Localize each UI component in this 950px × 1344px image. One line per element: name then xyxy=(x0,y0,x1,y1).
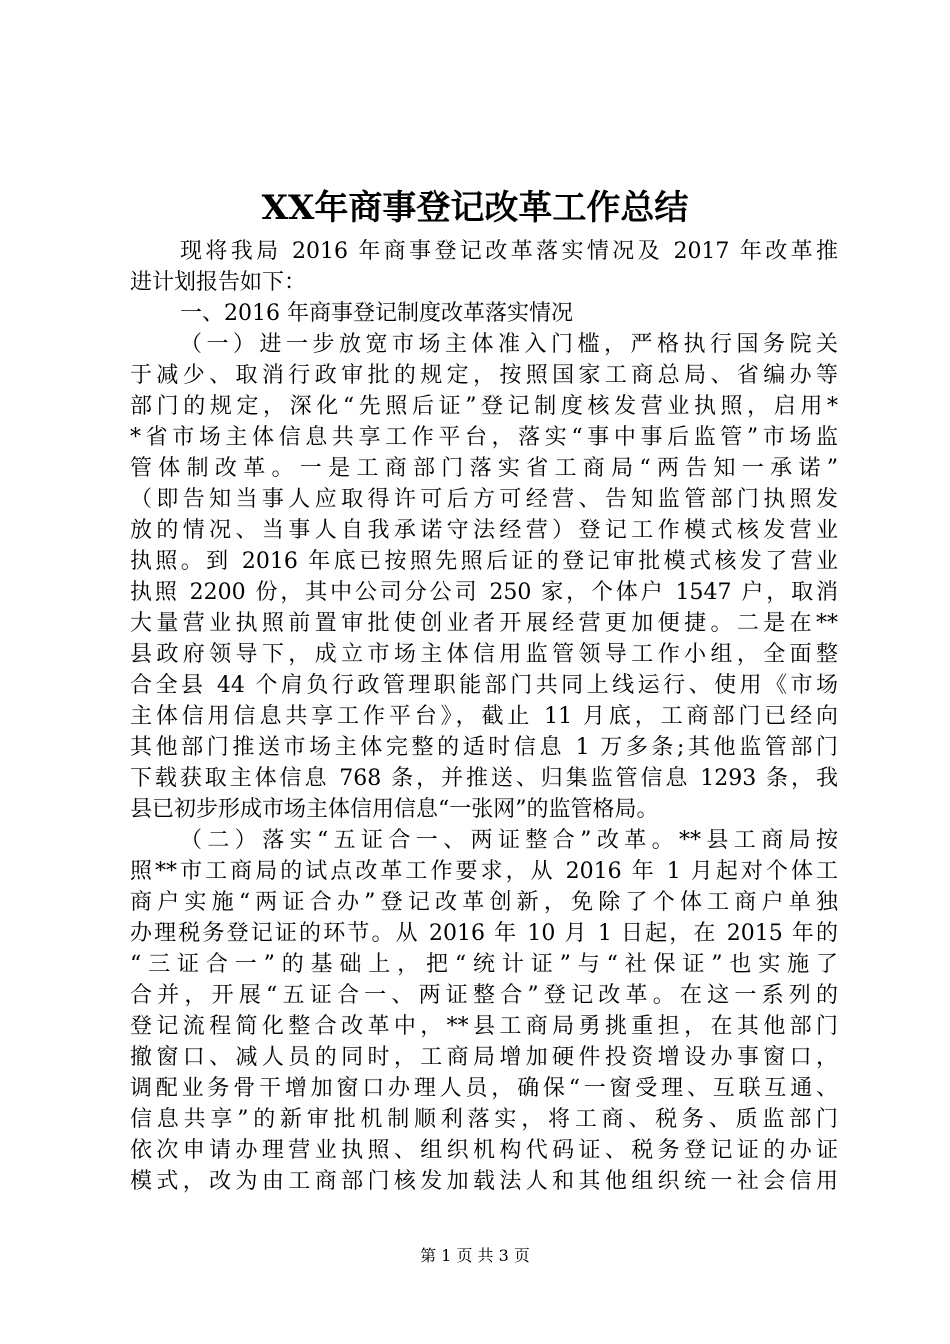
body-text-line: 合并，开展“五证合一、两证整合”登记改革。在这一系列的 xyxy=(130,983,838,1008)
body-text-line: 管体制改革。一是工商部门落实省工商局“两告知一承诺” xyxy=(130,456,838,481)
document-title: XX年商事登记改革工作总结 xyxy=(261,188,689,228)
body-text-line: 放的情况、当事人自我承诺守法经营）登记工作模式核发营业 xyxy=(130,518,838,543)
body-text-line: 主体信用信息共享工作平台》，截止 11 月底，工商部门已经向 xyxy=(130,704,838,729)
body-text-line: 一、2016 年商事登记制度改革落实情况 xyxy=(180,301,573,326)
body-text-line: 部门的规定，深化“先照后证”登记制度核发营业执照，启用* xyxy=(130,394,838,419)
body-text-line: 合全县 44 个肩负行政管理职能部门共同上线运行、使用《市场 xyxy=(130,673,838,698)
body-text-line: “三证合一”的基础上，把“统计证”与“社保证”也实施了 xyxy=(130,952,838,977)
body-text-line: （即告知当事人应取得许可后方可经营、告知监管部门执照发 xyxy=(130,487,838,512)
document-body xyxy=(130,236,838,1197)
body-text-line: 办理税务登记证的环节。从 2016 年 10 月 1 日起，在 2015 年的 xyxy=(130,921,838,946)
body-text-line: 县政府领导下，成立市场主体信用监管领导工作小组，全面整 xyxy=(130,642,838,667)
body-text-line: 其他部门推送市场主体完整的适时信息 1 万多条;其他监管部门 xyxy=(130,735,838,760)
body-text-line: 执照 2200 份，其中公司分公司 250 家，个体户 1547 户，取消 xyxy=(130,580,838,605)
body-text-line: 于减少、取消行政审批的规定，按照国家工商总局、省编办等 xyxy=(130,363,838,388)
body-text-line: 撤窗口、减人员的同时，工商局增加硬件投资增设办事窗口， xyxy=(130,1045,838,1070)
body-text-line: 下载获取主体信息 768 条，并推送、归集监管信息 1293 条，我 xyxy=(130,766,838,791)
body-text-line: 进计划报告如下： xyxy=(130,270,307,295)
body-text-line: 依次申请办理营业执照、组织机构代码证、税务登记证的办证 xyxy=(130,1138,838,1163)
body-text-line: 照**市工商局的试点改革工作要求，从 2016 年 1 月起对个体工 xyxy=(130,859,838,884)
body-text-line: 信息共享”的新审批机制顺利落实，将工商、税务、质监部门 xyxy=(130,1107,838,1132)
body-text-line: （二）落实“五证合一、两证整合”改革。**县工商局按 xyxy=(180,828,838,853)
body-text-line: 商户实施“两证合办”登记改革创新，免除了个体工商户单独 xyxy=(130,890,838,915)
body-text-line: 调配业务骨干增加窗口办理人员，确保“一窗受理、互联互通、 xyxy=(130,1076,838,1101)
body-text-line: 大量营业执照前置审批使创业者开展经营更加便捷。二是在** xyxy=(130,611,838,636)
body-text-line: 模式，改为由工商部门核发加载法人和其他组织统一社会信用 xyxy=(130,1169,838,1194)
body-text-line: （一）进一步放宽市场主体准入门槛，严格执行国务院关 xyxy=(180,332,838,357)
page-footer: 第 1 页 共 3 页 xyxy=(420,1246,530,1265)
body-text-line: 登记流程简化整合改革中，**县工商局勇挑重担，在其他部门 xyxy=(130,1014,838,1039)
body-text-line: 执照。到 2016 年底已按照先照后证的登记审批模式核发了营业 xyxy=(130,549,838,574)
body-text-line: 县已初步形成市场主体信用信息“一张网”的监管格局。 xyxy=(130,797,659,822)
body-text-line: *省市场主体信息共享工作平台，落实“事中事后监管”市场监 xyxy=(130,425,838,450)
body-text-line: 现将我局 2016 年商事登记改革落实情况及 2017 年改革推 xyxy=(180,239,838,264)
